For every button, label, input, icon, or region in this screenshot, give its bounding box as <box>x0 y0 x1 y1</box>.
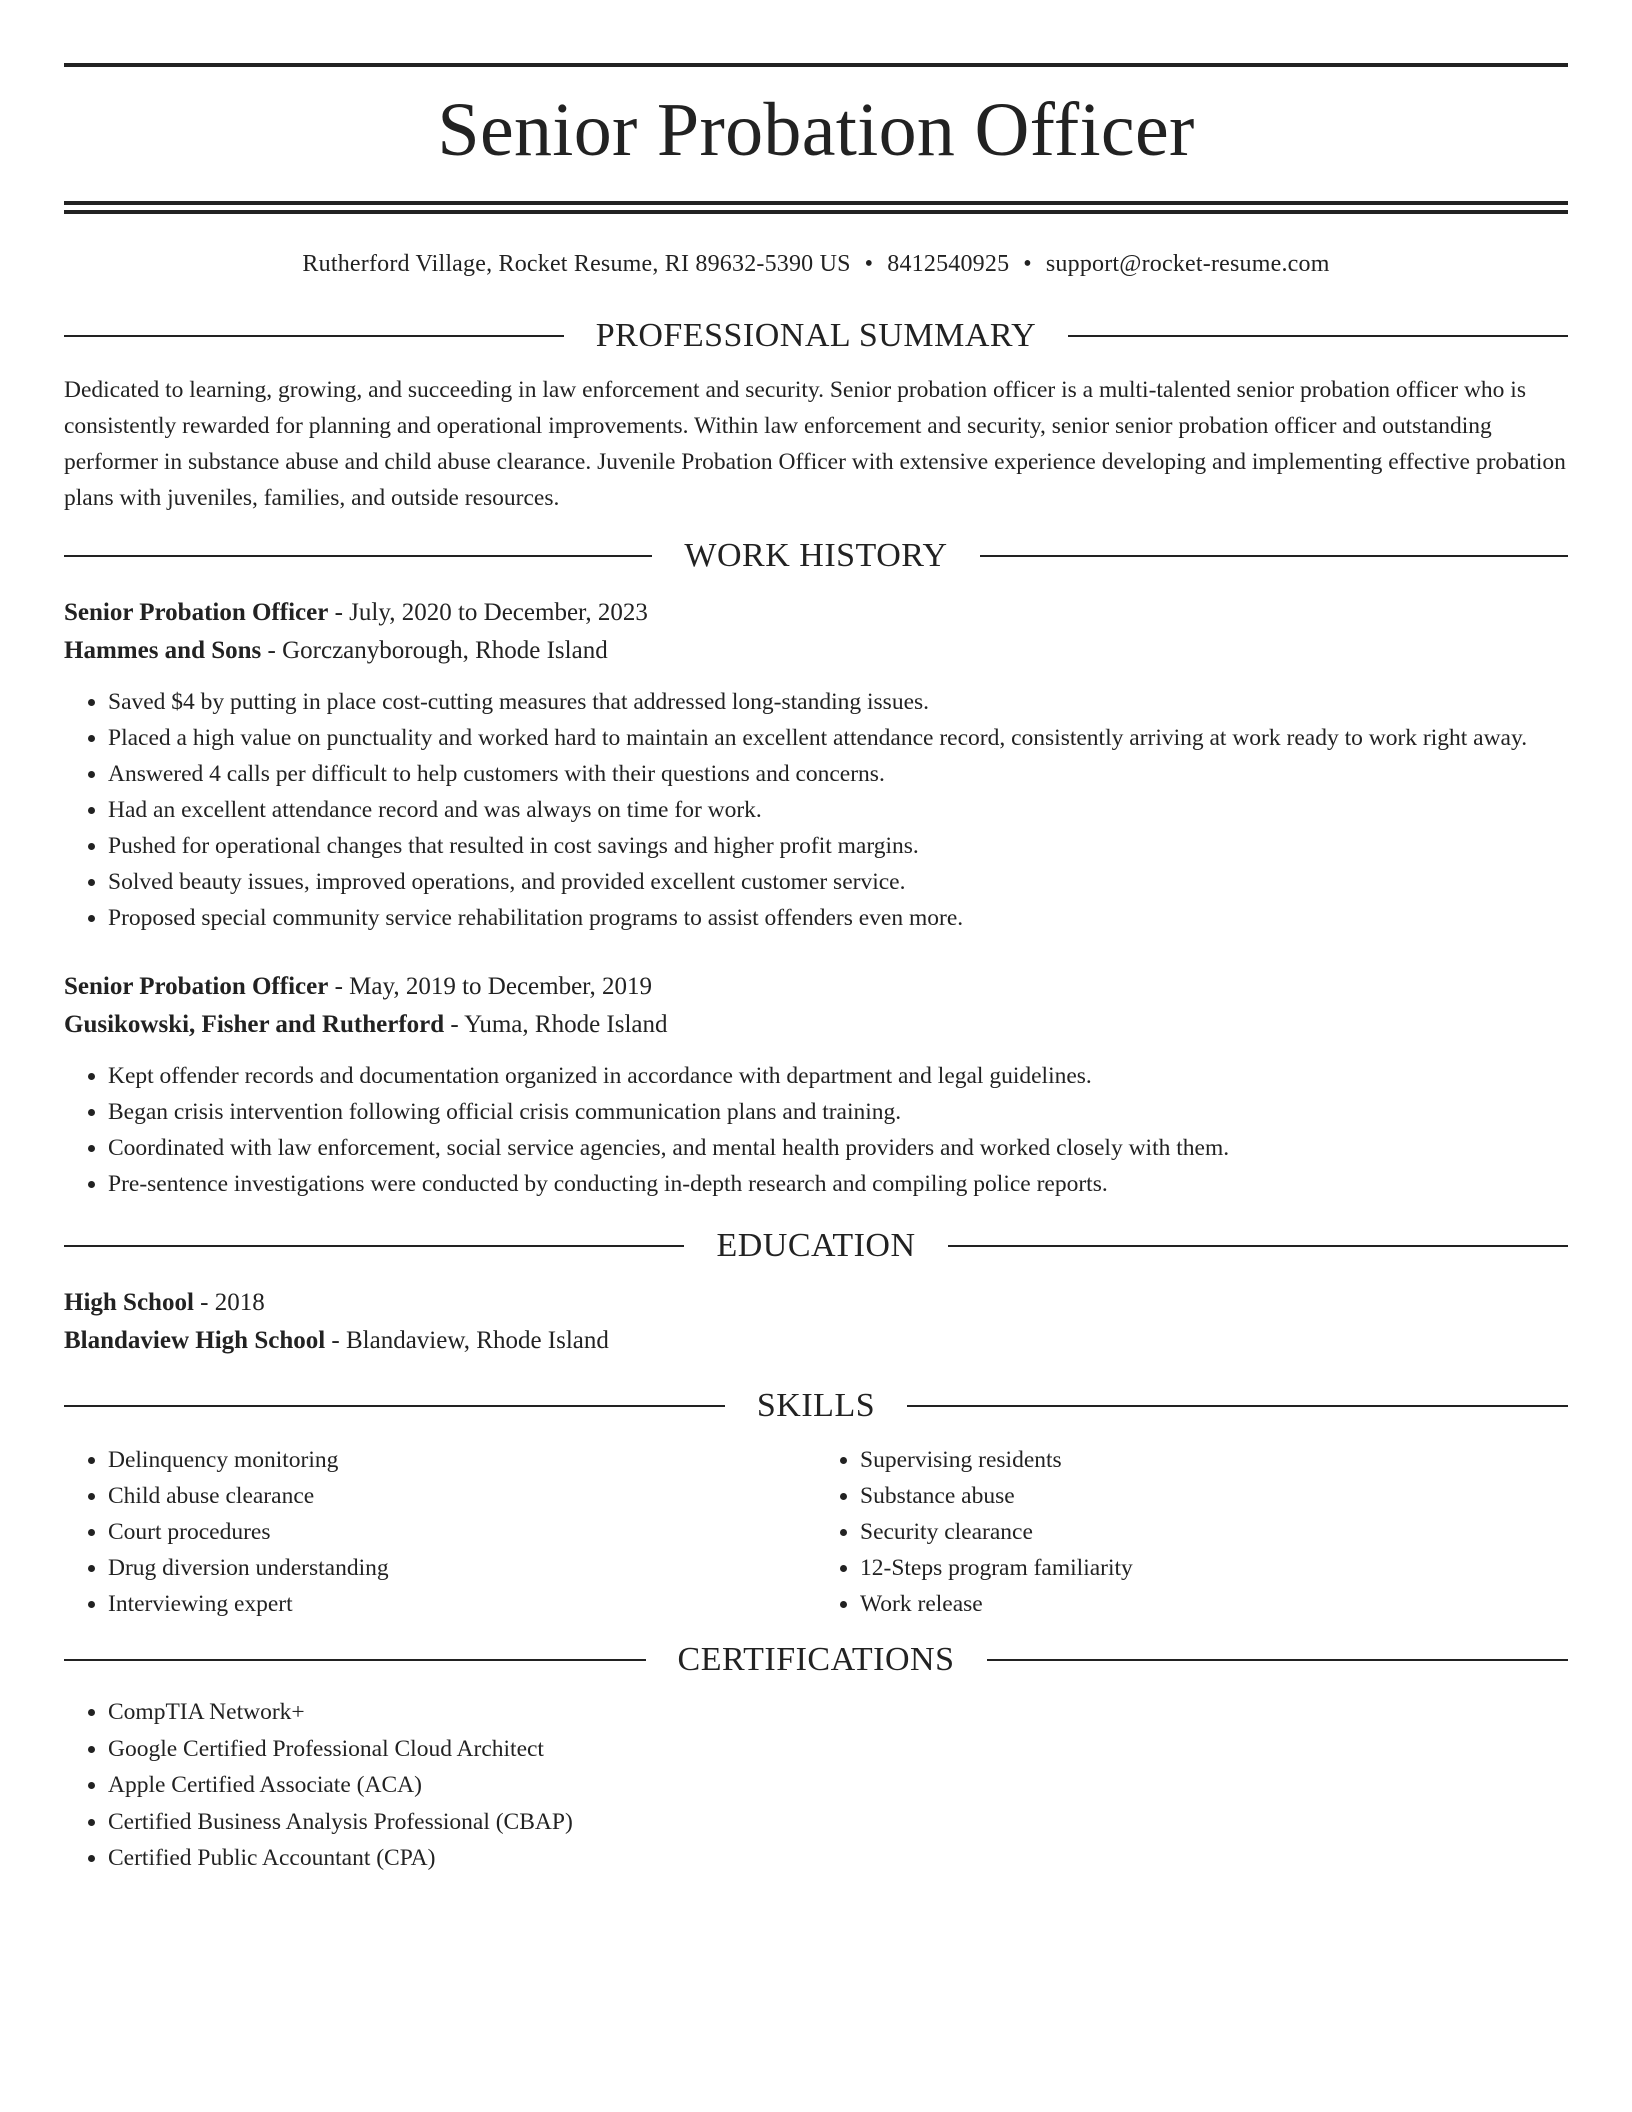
list-item: • Google Certified Professional Cloud Architect <box>108 1731 1568 1768</box>
certifications-list <box>64 1694 1568 1877</box>
heading-divider <box>980 555 1568 557</box>
list-item: • Certified Business Analysis Professional (CBAP) <box>108 1804 1568 1841</box>
contact-separator: • <box>864 251 874 277</box>
job-entry <box>64 968 1568 1202</box>
job-title: Senior Probation Officer <box>64 599 329 626</box>
education-location: - Blandaview, Rhode Island <box>325 1327 609 1354</box>
section-title: CERTIFICATIONS <box>677 1641 955 1678</box>
job-title: Senior Probation Officer <box>64 973 329 1000</box>
list-item: • Pushed for operational changes that resulted in cost savings and higher profit margins. <box>108 828 1568 864</box>
heading-divider <box>64 1659 646 1661</box>
job-company: Hammes and Sons <box>64 637 262 664</box>
contact-email: support@rocket-resume.com <box>1045 251 1330 277</box>
list-item: • CompTIA Network+ <box>108 1694 1568 1731</box>
section-heading-skills <box>64 1384 1568 1428</box>
skills-list-left <box>64 1442 816 1622</box>
list-item: • Placed a high value on punctuality and worked hard to maintain an excellent attendance record, consistently arriving at work ready to work right away. <box>108 720 1568 756</box>
job-bullets <box>64 1058 1568 1202</box>
list-item: • Coordinated with law enforcement, social service agencies, and mental health providers and worked closely with them. <box>108 1130 1568 1166</box>
list-item: • Certified Public Accountant (CPA) <box>108 1840 1568 1877</box>
job-entry <box>64 594 1568 936</box>
list-item: • Had an excellent attendance record and was always on time for work. <box>108 792 1568 828</box>
contact-separator: • <box>1023 251 1032 277</box>
list-item: • Apple Certified Associate (ACA) <box>108 1767 1568 1804</box>
section-title: WORK HISTORY <box>684 537 948 574</box>
job-dates: - July, 2020 to December, 2023 <box>328 599 648 626</box>
section-title: PROFESSIONAL SUMMARY <box>595 317 1037 354</box>
heading-divider <box>1068 335 1568 337</box>
job-dates: - May, 2019 to December, 2019 <box>328 973 653 1000</box>
heading-divider <box>987 1659 1569 1661</box>
education-entry <box>64 1284 1568 1360</box>
list-item: • Proposed special community service rehabilitation programs to assist offenders even more. <box>108 900 1568 936</box>
heading-divider <box>64 555 652 557</box>
list-item: • Kept offender records and documentation organized in accordance with department and legal guidelines. <box>108 1058 1568 1094</box>
list-item: • Solved beauty issues, improved operations, and provided excellent customer service. <box>108 864 1568 900</box>
contact-line <box>64 248 1568 280</box>
list-item: • Supervising residents <box>860 1442 1568 1478</box>
contact-phone: 8412540925 <box>887 251 1010 277</box>
heading-divider <box>907 1405 1568 1407</box>
heading-divider <box>64 1245 684 1247</box>
section-heading-summary <box>64 314 1568 358</box>
job-bullets <box>64 684 1568 936</box>
heading-divider <box>64 335 564 337</box>
job-company-line <box>64 1006 1568 1044</box>
list-item: • Child abuse clearance <box>108 1478 816 1514</box>
header-double-rule <box>64 201 1568 214</box>
list-item: • Saved $4 by putting in place cost-cutting measures that addressed long-standing issues. <box>108 684 1568 720</box>
list-item: • 12-Steps program familiarity <box>860 1550 1568 1586</box>
job-company-line <box>64 632 1568 670</box>
list-item: • Security clearance <box>860 1514 1568 1550</box>
list-item: • Drug diversion understanding <box>108 1550 816 1586</box>
job-title-line <box>64 968 1568 1006</box>
list-item: • Court procedures <box>108 1514 816 1550</box>
top-rule <box>64 63 1568 67</box>
job-location: - Yuma, Rhode Island <box>444 1011 668 1038</box>
heading-divider <box>948 1245 1568 1247</box>
job-company: Gusikowski, Fisher and Rutherford <box>64 1011 445 1038</box>
job-location: - Gorczanyborough, Rhode Island <box>261 637 608 664</box>
heading-divider <box>64 1405 725 1407</box>
list-item: • Substance abuse <box>860 1478 1568 1514</box>
list-item: • Delinquency monitoring <box>108 1442 816 1478</box>
summary-text: Dedicated to learning, growing, and succeeding in law enforcement and security. Senior probation officer is a multi-talented senior probation officer who is consistently rewarded for planning and operational improvements. Within law enforcement and security, senior senior probation officer and outstanding performer in substance abuse and child abuse clearance. Juvenile Probation Officer with extensive experience developing and implementing effective probation plans with juveniles, families, and outside resources. <box>64 377 1566 511</box>
resume-name: Senior Probation Officer <box>437 88 1195 172</box>
section-heading-work <box>64 534 1568 578</box>
section-heading-education <box>64 1224 1568 1268</box>
certifications-section <box>64 1694 1568 1877</box>
section-title: EDUCATION <box>716 1227 916 1264</box>
section-heading-certifications <box>64 1638 1568 1682</box>
education-degree: High School <box>64 1289 194 1316</box>
education-school: Blandaview High School <box>64 1327 326 1354</box>
list-item: • Work release <box>860 1586 1568 1622</box>
list-item: • Began crisis intervention following official crisis communication plans and training. <box>108 1094 1568 1130</box>
skills-columns <box>64 1442 1568 1622</box>
list-item: • Interviewing expert <box>108 1586 816 1622</box>
contact-address: Rutherford Village, Rocket Resume, RI 89632-5390 US <box>302 251 851 277</box>
skills-list-right <box>816 1442 1568 1622</box>
education-year: - 2018 <box>193 1289 265 1316</box>
education-school-line <box>64 1322 1568 1360</box>
education-degree-line <box>64 1284 1568 1322</box>
list-item: • Pre-sentence investigations were conducted by conducting in-depth research and compiling police reports. <box>108 1166 1568 1202</box>
section-title: SKILLS <box>756 1387 876 1424</box>
list-item: • Answered 4 calls per difficult to help customers with their questions and concerns. <box>108 756 1568 792</box>
job-title-line <box>64 594 1568 632</box>
